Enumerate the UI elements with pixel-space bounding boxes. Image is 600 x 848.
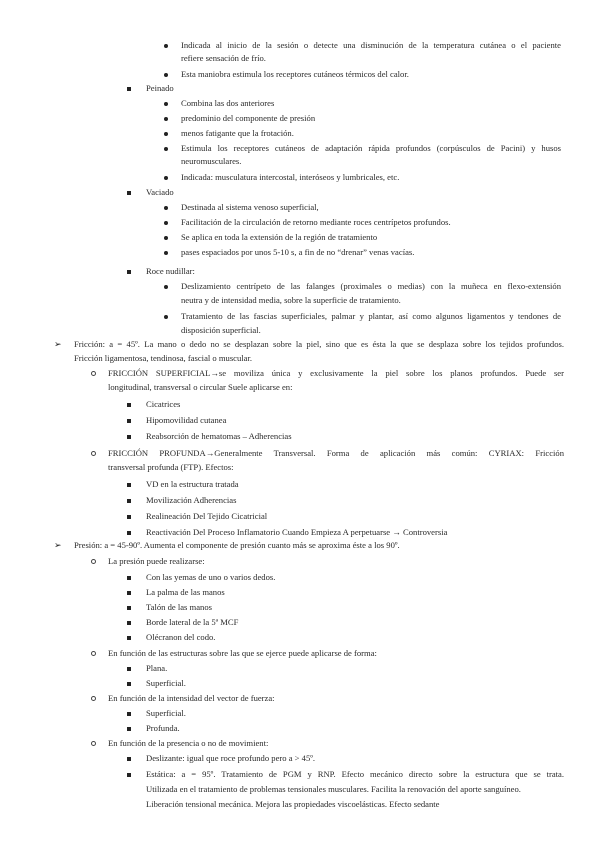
- text-line: neuromusculares.: [181, 156, 242, 166]
- subheading-vaciado: Vaciado: [146, 187, 174, 197]
- text-line: Superficial.: [146, 708, 186, 718]
- text-line: Estática: a = 95º. Tratamiento de PGM y RNP. Efecto mecánico directo sobre la estructura que se trata.: [146, 769, 564, 779]
- text-line: predominio del componente de presión: [181, 113, 316, 123]
- text-line: En función de las estructuras sobre las que se ejerce puede aplicarse de forma:: [108, 648, 377, 658]
- bullet-square: [127, 531, 131, 535]
- bullet-circle: [91, 741, 96, 746]
- bullet-square: [127, 591, 131, 595]
- text-line: Reactivación Del Proceso Inflamatorio Cuando Empieza A perpetuarse → Controversia: [146, 527, 448, 537]
- bullet-square: [127, 757, 131, 761]
- text-line: Esta maniobra estimula los receptores cutáneos térmicos del calor.: [181, 69, 409, 79]
- text-line: Talón de las manos: [146, 602, 212, 612]
- text-line: FRICCIÓN SUPERFICIAL→se moviliza única y exclusivamente la piel sobre los planos profundos. Puede ser: [108, 368, 564, 378]
- text-line: Presión: a = 45-90º. Aumenta el componente de presión cuanto más se aproxima éste a los 90º.: [74, 540, 400, 550]
- text-line: En función de la presencia o no de movimient:: [108, 738, 269, 748]
- bullet-dot: [164, 236, 168, 240]
- text-line: Facilitación de la circulación de retorno mediante roces centrípetos profundos.: [181, 217, 451, 227]
- bullet-square: [127, 773, 131, 777]
- subheading-peinado: Peinado: [146, 83, 174, 93]
- text-line: Olécranon del codo.: [146, 632, 216, 642]
- bullet-dot: [164, 102, 168, 106]
- text-line: Hipomovilidad cutanea: [146, 415, 227, 425]
- bullet-square: [127, 727, 131, 731]
- arrow-bullet-icon: ➢: [54, 339, 62, 349]
- bullet-square: [127, 435, 131, 439]
- text-line: VD en la estructura tratada: [146, 479, 239, 489]
- text-line: Realineación Del Tejido Cicatricial: [146, 511, 268, 521]
- text-line: Movilización Adherencias: [146, 495, 237, 505]
- text-line: pases espaciados por unos 5-10 s, a fin de no “drenar” venas vacías.: [181, 247, 415, 257]
- text-line: Indicada al inicio de la sesión o detecte una disminución de la temperatura cutánea o el paciente: [181, 40, 561, 50]
- bullet-square: [127, 270, 131, 274]
- bullet-square: [127, 483, 131, 487]
- text-line: menos fatigante que la frotación.: [181, 128, 294, 138]
- text-line: Destinada al sistema venoso superficial,: [181, 202, 319, 212]
- text-line: Utilizada en el tratamiento de problemas tensionales musculares. Facilita la renovación del aporte sanguíneo.: [146, 784, 521, 794]
- text-line: Reabsorción de hematomas – Adherencias: [146, 431, 292, 441]
- bullet-square: [127, 419, 131, 423]
- bullet-square: [127, 403, 131, 407]
- bullet-dot: [164, 147, 168, 151]
- bullet-circle: [91, 559, 96, 564]
- text-line: Fricción ligamentosa, tendinosa, fascial o muscular.: [74, 353, 253, 363]
- text-line: neutra y de intensidad media, sobre la superficie de tratamiento.: [181, 295, 401, 305]
- arrow-bullet-icon: ➢: [54, 540, 62, 550]
- bullet-circle: [91, 651, 96, 656]
- bullet-square: [127, 499, 131, 503]
- text-line: Cicatrices: [146, 399, 181, 409]
- text-line: Liberación tensional mecánica. Mejora las propiedades viscoelásticas. Efecto sedante: [146, 799, 440, 809]
- bullet-square: [127, 636, 131, 640]
- text-line: Fricción: a = 45º. La mano o dedo no se desplazan sobre la piel, sino que es ésta la que se desplaza sobre los tejidos profundos.: [74, 339, 564, 349]
- bullet-dot: [164, 117, 168, 121]
- bullet-dot: [164, 285, 168, 289]
- bullet-square: [127, 682, 131, 686]
- text-line: Se aplica en toda la extensión de la región de tratamiento: [181, 232, 378, 242]
- text-line: Estimula los receptores cutáneos de adaptación rápida profundos (corpúsculos de Pacini) y husos: [181, 143, 561, 153]
- text-line: La presión puede realizarse:: [108, 556, 205, 566]
- bullet-square: [127, 515, 131, 519]
- text-line: longitudinal, transversal o circular Suele aplicarse en:: [108, 382, 293, 392]
- bullet-dot: [164, 206, 168, 210]
- bullet-dot: [164, 132, 168, 136]
- bullet-square: [127, 576, 131, 580]
- text-line: Superficial.: [146, 678, 186, 688]
- bullet-dot: [164, 221, 168, 225]
- bullet-square: [127, 87, 131, 91]
- bullet-circle: [91, 696, 96, 701]
- text-line: transversal profunda (FTP). Efectos:: [108, 462, 234, 472]
- bullet-dot: [164, 315, 168, 319]
- bullet-circle: [91, 371, 96, 376]
- bullet-square: [127, 621, 131, 625]
- text-line: Deslizante: igual que roce profundo pero a > 45º.: [146, 753, 316, 763]
- text-line: FRICCIÓN PROFUNDA→Generalmente Transversal. Forma de aplicación más común: CYRIAX: Fricción: [108, 448, 564, 458]
- bullet-dot: [164, 251, 168, 255]
- text-line: Borde lateral de la 5ª MCF: [146, 617, 239, 627]
- bullet-square: [127, 712, 131, 716]
- bullet-square: [127, 667, 131, 671]
- bullet-square: [127, 191, 131, 195]
- subheading-roce-nudillar: Roce nudillar:: [146, 266, 195, 276]
- text-line: Tratamiento de las fascias superficiales, palmar y plantar, así como algunos ligamentos y tendones de: [181, 311, 561, 321]
- bullet-square: [127, 606, 131, 610]
- text-line: En función de la intensidad del vector de fuerza:: [108, 693, 275, 703]
- bullet-dot: [164, 44, 168, 48]
- text-line: refiere sensación de frío.: [181, 53, 266, 63]
- text-line: Plana.: [146, 663, 168, 673]
- text-line: Indicada: musculatura intercostal, interóseos y lumbricales, etc.: [181, 172, 400, 182]
- text-line: Profunda.: [146, 723, 180, 733]
- text-line: Deslizamiento centrípeto de las falanges (proximales o medias) con la muñeca en flexo-extensión: [181, 281, 561, 291]
- bullet-circle: [91, 451, 96, 456]
- text-line: disposición superficial.: [181, 325, 261, 335]
- bullet-dot: [164, 73, 168, 77]
- text-line: Combina las dos anteriores: [181, 98, 275, 108]
- text-line: La palma de las manos: [146, 587, 225, 597]
- text-line: Con las yemas de uno o varios dedos.: [146, 572, 276, 582]
- bullet-dot: [164, 176, 168, 180]
